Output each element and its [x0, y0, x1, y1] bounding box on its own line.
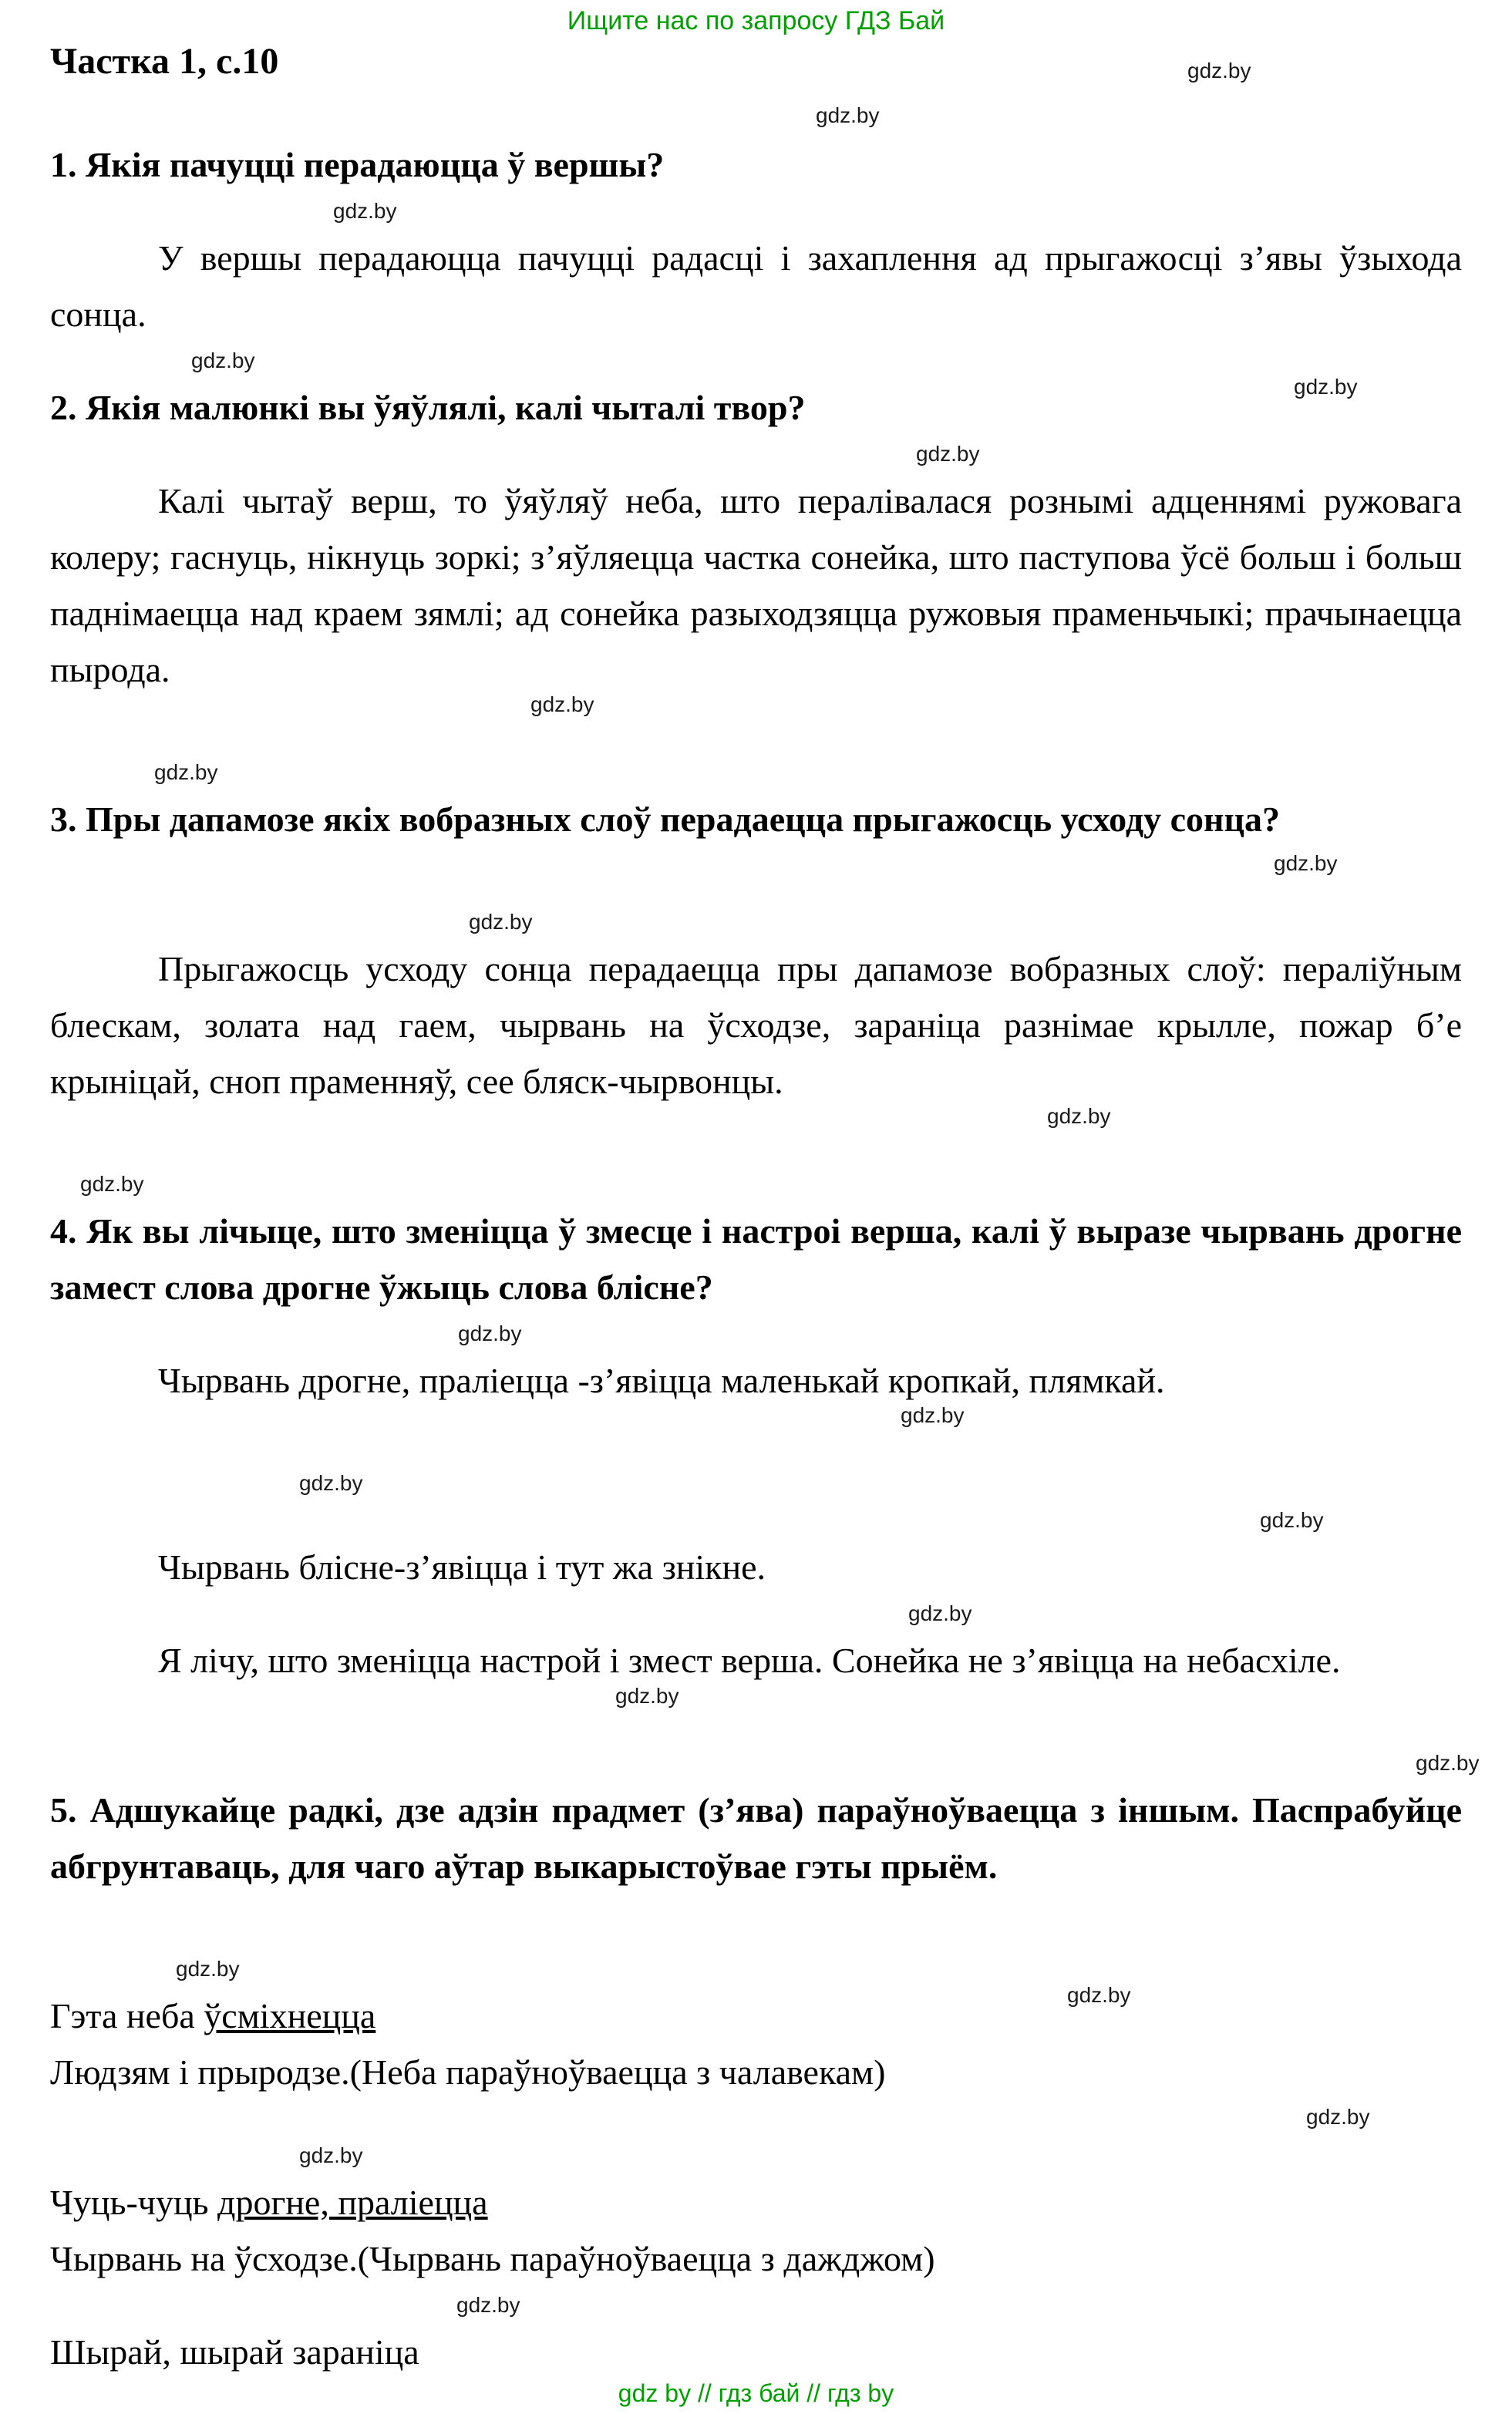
page-title: Частка 1, с.10	[50, 41, 279, 82]
question-5: 5. Адшукайце радкі, дзе адзін прадмет (з’ява) параўноўваецца з іншым. Паспрабуйце абгрунтаваць, для чаго аўтар выкарыстоўвае гэты прыём.	[50, 1790, 1462, 1886]
gdzby-watermark: gdz.by	[1274, 851, 1338, 875]
gdzby-watermark: gdz.by	[1260, 1508, 1324, 1532]
gdzby-watermark: gdz.by	[191, 348, 255, 372]
poem-line-1-prefix: Гэта неба	[50, 1996, 204, 2035]
poem-line-3-underlined: дрогне, праліецца	[217, 2183, 488, 2222]
poem-line-1	[50, 1988, 1462, 2044]
gdzby-watermark: gdz.by	[816, 103, 880, 127]
gdzby-watermark: gdz.by	[299, 1471, 363, 1495]
poem-line-1-underlined: ўсміхнецца	[204, 1996, 376, 2035]
answer-4-part-2: Чырвань блісне-з’явіцца і тут жа знікне.	[158, 1547, 766, 1587]
poem-line-4: Чырвань на ўсходзе.(Чырвань параўноўваецца з дажджом)	[50, 2239, 935, 2278]
gdzby-watermark: gdz.by	[916, 442, 980, 466]
gdzby-watermark: gdz.by	[901, 1403, 965, 1427]
answer-1: У вершы перадаюцца пачуцці радасці і захаплення ад прыгажосці з’явы ўзыхода сонца.	[50, 238, 1462, 334]
answer-2: Калі чытаў верш, то ўяўляў неба, што пералівалася рознымі адценнямі ружовага колеру; гаснуць, нікнуць зоркі; з’яўляецца частка сонейка, што паступова ўсё больш і больш паднімаецца над краем зямлі; ад сонейка разыходзяцца ружовыя праменьчыкі; прачынаецца пырода.	[50, 481, 1462, 689]
question-4: 4. Як вы лічыце, што зменіцца ў змесце і настроі верша, калі ў выразе чырвань дрогне замест слова дрогне ўжыць слова блісне?	[50, 1211, 1462, 1307]
poem-line-2: Людзям і прыродзе.(Неба параўноўваецца з чалавекам)	[50, 2052, 886, 2092]
gdzby-watermark: gdz.by	[530, 692, 594, 716]
question-1: 1. Якія пачуцці перадаюцца ў вершы?	[50, 145, 665, 184]
question-2: 2. Якія малюнкі вы ўяўлялі, калі чыталі твор?	[50, 388, 806, 427]
gdzby-watermark: gdz.by	[1067, 1983, 1131, 2007]
gdzby-watermark: gdz.by	[299, 2143, 363, 2167]
poem-line-3-prefix: Чуць-чуць	[50, 2183, 218, 2222]
answer-3: Прыгажосць усходу сонца перадаецца пры дапамозе вобразных слоў: пераліўным блескам, золата над гаем, чырвань на ўсходзе, зараніца разнімае крылле, пожар б’е крыніцай, сноп праменняў, сее бляск-чырвонцы.	[50, 949, 1462, 1101]
gdzby-watermark: gdz.by	[333, 199, 397, 223]
answer-4-part-1: Чырвань дрогне, праліецца -з’явіцца маленькай кропкай, плямкай.	[158, 1361, 1165, 1400]
gdzby-watermark: gdz.by	[154, 760, 218, 784]
gdzby-watermark: gdz.by	[908, 1601, 972, 1625]
poem-line-5: Шырай, шырай зараніца	[50, 2332, 419, 2372]
gdzby-watermark: gdz.by	[456, 2293, 520, 2317]
promo-footer-note: gdz by // гдз бай // гдз by	[618, 2379, 894, 2407]
gdzby-watermark: gdz.by	[1416, 1751, 1480, 1775]
promo-header-note: Ищите нас по запросу ГДЗ Бай	[567, 6, 945, 35]
gdzby-watermark: gdz.by	[458, 1321, 522, 1345]
gdzby-watermark: gdz.by	[80, 1172, 144, 1196]
gdzby-watermark: gdz.by	[176, 1957, 240, 1981]
answer-4-part-3: Я лічу, што зменіцца настрой і змест верша. Сонейка не з’явіцца на небасхіле.	[158, 1641, 1341, 1680]
gdzby-watermark: gdz.by	[1294, 375, 1358, 399]
gdzby-watermark: gdz.by	[1047, 1104, 1111, 1128]
gdzby-watermark: gdz.by	[469, 910, 533, 934]
gdzby-watermark: gdz.by	[615, 1684, 679, 1708]
gdzby-watermark: gdz.by	[1187, 59, 1251, 82]
question-3: 3. Пры дапамозе якіх вобразных слоў перадаецца прыгажосць усходу сонца?	[50, 800, 1281, 839]
poem-line-3	[50, 2174, 1462, 2231]
gdzby-watermark: gdz.by	[1306, 2105, 1370, 2129]
